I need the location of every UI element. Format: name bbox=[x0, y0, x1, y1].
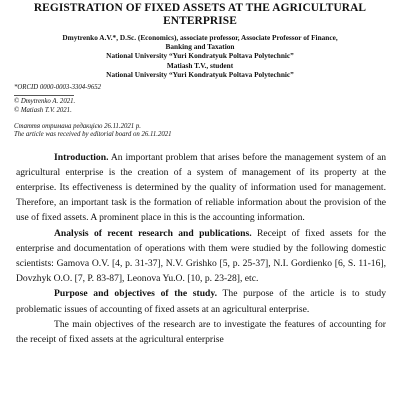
paragraph-analysis bbox=[16, 226, 386, 287]
article-title: REGISTRATION OF FIXED ASSETS AT THE AGRICULTURAL ENTERPRISE bbox=[33, 2, 367, 27]
orcid-note: *ORCID 0000-0003-3304-9652 bbox=[14, 84, 102, 92]
heading-analysis: Analysis of recent research and publications. bbox=[54, 227, 252, 239]
copyright-line-2: © Matiash T.V. 2021. bbox=[14, 106, 72, 114]
text-analysis: Receipt of fixed assets for the enterprise and documentation of operations with them were studied by the following domestic scientists: Gamova O.V. [4, p. 31-37], N.V. Grishko [5, p. 25-37], N.I. Gordienko [6, S. 11-16], Dovzhyk O.O. [7, P. 83-87], Leonova Yu.O. [10, p. 23-28], etc. bbox=[16, 227, 386, 285]
received-line-eng: The article was received by editorial board on 26.11.2021 bbox=[14, 131, 172, 139]
paragraph-purpose bbox=[16, 286, 386, 316]
text-objectives: The main objectives of the research are to investigate the features of accounting for the receipt of fixed assets at the agricultural enterprise bbox=[16, 318, 386, 346]
heading-introduction: Introduction. bbox=[54, 151, 109, 163]
author-block bbox=[0, 33, 400, 79]
paragraph-objectives bbox=[16, 317, 386, 347]
author-line-1: Dmytrenko A.V.*, D.Sc. (Economics), associate professor, Associate Professor of Finance, bbox=[62, 33, 338, 42]
received-line-ukr: Стаття отримана редакцією 26.11.2021 р. bbox=[14, 122, 141, 130]
author-line-3: Matiash T.V., student bbox=[166, 60, 234, 70]
text-introduction: An important problem that arises before the management system of an agricultural enterprise is the creation of a system of management of its property at the enterprise. Its effectiveness is determined by the quality of information used for management. Therefore, an important task is the formation of reliable information about the provision of the use of fixed assets. A prominent place in this is the accounting information. bbox=[16, 151, 386, 224]
paragraph-introduction bbox=[16, 150, 386, 226]
author-line-2: Banking and Taxation bbox=[165, 42, 235, 52]
footnote-divider bbox=[14, 95, 74, 96]
heading-purpose: Purpose and objectives of the study. bbox=[54, 288, 218, 300]
received-block bbox=[0, 123, 400, 140]
text-purpose: The purpose of the article is to study problematic issues of accounting of fixed assets at an agricultural enterprise. bbox=[16, 288, 386, 315]
author-affiliation-1: National University “Yuri Kondratyuk Poltava Polytechnic” bbox=[106, 51, 294, 61]
article-body bbox=[0, 150, 400, 348]
copyright-line-1: © Dmytrenko A. 2021. bbox=[14, 98, 76, 106]
author-affiliation-2: National University “Yuri Kondratyuk Poltava Polytechnic” bbox=[106, 69, 294, 79]
